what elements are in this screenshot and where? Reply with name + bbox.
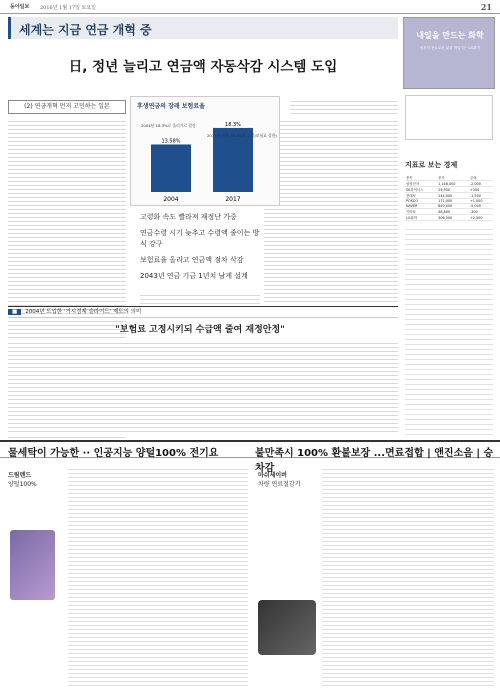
lg-chem-ad[interactable] bbox=[403, 17, 495, 89]
table-cell: +2,500 bbox=[469, 215, 493, 221]
quote-line-1: 고령화 속도 빨라져 재정난 가중 bbox=[140, 213, 237, 221]
header-cell: 종목 bbox=[405, 175, 437, 181]
ad-left-copy bbox=[68, 466, 248, 686]
fuel-saver-image bbox=[258, 600, 316, 655]
sub-article-body bbox=[8, 340, 398, 435]
chart-title: 후생연금의 장래 보험료율 bbox=[137, 103, 205, 110]
ad-title: 내일을 만드는 화학 bbox=[416, 31, 484, 40]
sub-article-tag-text: 2004년 도입한 '거시경제 슬라이드' 제도의 의미 bbox=[25, 309, 142, 315]
table-cell: 현대차 bbox=[405, 193, 437, 199]
header-cell: 종가 bbox=[437, 175, 469, 181]
article-col-4 bbox=[290, 98, 398, 116]
table-cell: 삼성전자 bbox=[405, 181, 437, 187]
chart-tick-label: 2017 bbox=[225, 196, 241, 203]
table-cell: +1,000 bbox=[469, 199, 493, 204]
table-cell: 640,000 bbox=[437, 204, 469, 209]
table-cell: -2,000 bbox=[469, 181, 493, 187]
chart-bar bbox=[151, 144, 191, 192]
article-col-2 bbox=[140, 292, 260, 304]
ad-banner-right[interactable]: 불만족시 100% 환불보장 ...면료접합 | 앤진소음 | 승차감 bbox=[255, 448, 494, 474]
product-right bbox=[258, 470, 318, 488]
sub-article-bar bbox=[8, 306, 398, 318]
table-cell: 1,148,000 bbox=[437, 181, 469, 187]
quote-line-4: 2043년 연금 기금 1년치 남게 설계 bbox=[140, 272, 248, 280]
table-cell: 306,500 bbox=[437, 215, 469, 221]
newspaper-logo: 동아일보 bbox=[10, 4, 30, 10]
quote-line-2: 연금수령 시기 늦추고 수령액 줄이는 방식 강구 bbox=[140, 229, 260, 248]
pull-quote bbox=[140, 212, 260, 287]
product-left bbox=[8, 470, 63, 488]
table-cell: 29,950 bbox=[437, 187, 469, 193]
headline: 日, 정년 늘리고 연금액 자동삭감 시스템 도입 bbox=[68, 59, 338, 75]
section-banner bbox=[8, 17, 398, 39]
bottom-ad-banner bbox=[0, 440, 500, 474]
table-cell: POSCO bbox=[405, 199, 437, 204]
ad-banner-left[interactable]: 물세탁이 가능한 ·· 인공지능 양털100% 전기요 bbox=[8, 448, 219, 459]
stock-table-wrap bbox=[405, 175, 493, 221]
chart-tick-label: 2004 bbox=[163, 196, 179, 203]
sub-article-tag: ■ bbox=[8, 309, 21, 315]
product-left-desc: 양털100% bbox=[8, 481, 37, 488]
product-right-desc: 차량 연료절감기 bbox=[258, 481, 301, 488]
sub-article-headline: "보험료 고정시키되 수급액 줄여 재정안정" bbox=[115, 325, 285, 335]
chart-data-label: 18.3% bbox=[225, 121, 241, 128]
pension-chart bbox=[130, 96, 280, 206]
table-row bbox=[405, 215, 493, 221]
masthead bbox=[0, 0, 500, 14]
ad-subtitle: 인간의 풍요로운 삶을 책임지는 LG화학 bbox=[419, 46, 481, 50]
economy-index-title: 지표로 보는 경제 bbox=[405, 161, 458, 169]
chart-data-label: 13.58% bbox=[161, 138, 181, 145]
ad-panel bbox=[405, 95, 493, 140]
sidebar-tables bbox=[405, 225, 493, 435]
quote-line-3: 보험료율 올리고 연금액 점차 삭감 bbox=[140, 256, 244, 264]
table-cell: 48,800 bbox=[437, 209, 469, 215]
table-cell: 144,000 bbox=[437, 193, 469, 199]
product-right-name: 마쉬세이버 bbox=[258, 472, 287, 479]
table-cell: SK하이닉스 bbox=[405, 187, 437, 193]
chart-annotation: 2004년 18.3%로 올리기로 결정 bbox=[141, 123, 196, 128]
table-cell: NAVER bbox=[405, 204, 437, 209]
table-cell: +350 bbox=[469, 187, 493, 193]
table-cell: 171,000 bbox=[437, 199, 469, 204]
section-title: 세계는 지금 연금 개혁 중 bbox=[19, 23, 152, 37]
article-col-3 bbox=[264, 118, 398, 304]
table-cell: LG화학 bbox=[405, 215, 437, 221]
table-cell: -1,500 bbox=[469, 193, 493, 199]
header-cell: 등락 bbox=[469, 175, 493, 181]
stock-table bbox=[405, 175, 493, 221]
table-cell: 기아차 bbox=[405, 209, 437, 215]
ad-right-copy bbox=[322, 466, 494, 686]
chart-annotation: 2017년 이후 18.3%로 고정(보험료 상한) bbox=[207, 133, 277, 138]
issue-date: 2016년 1월 17일 토요일 bbox=[40, 5, 97, 11]
page-number: 21 bbox=[480, 2, 492, 12]
electric-blanket-image bbox=[10, 530, 55, 600]
product-left-name: 드림텐드 bbox=[8, 472, 32, 479]
table-cell: -300 bbox=[469, 209, 493, 215]
chart-svg bbox=[131, 97, 281, 207]
table-cell: -5,000 bbox=[469, 204, 493, 209]
subhead-box: (2) 연금개혁 먼저 고민하는 일본 bbox=[8, 100, 126, 114]
